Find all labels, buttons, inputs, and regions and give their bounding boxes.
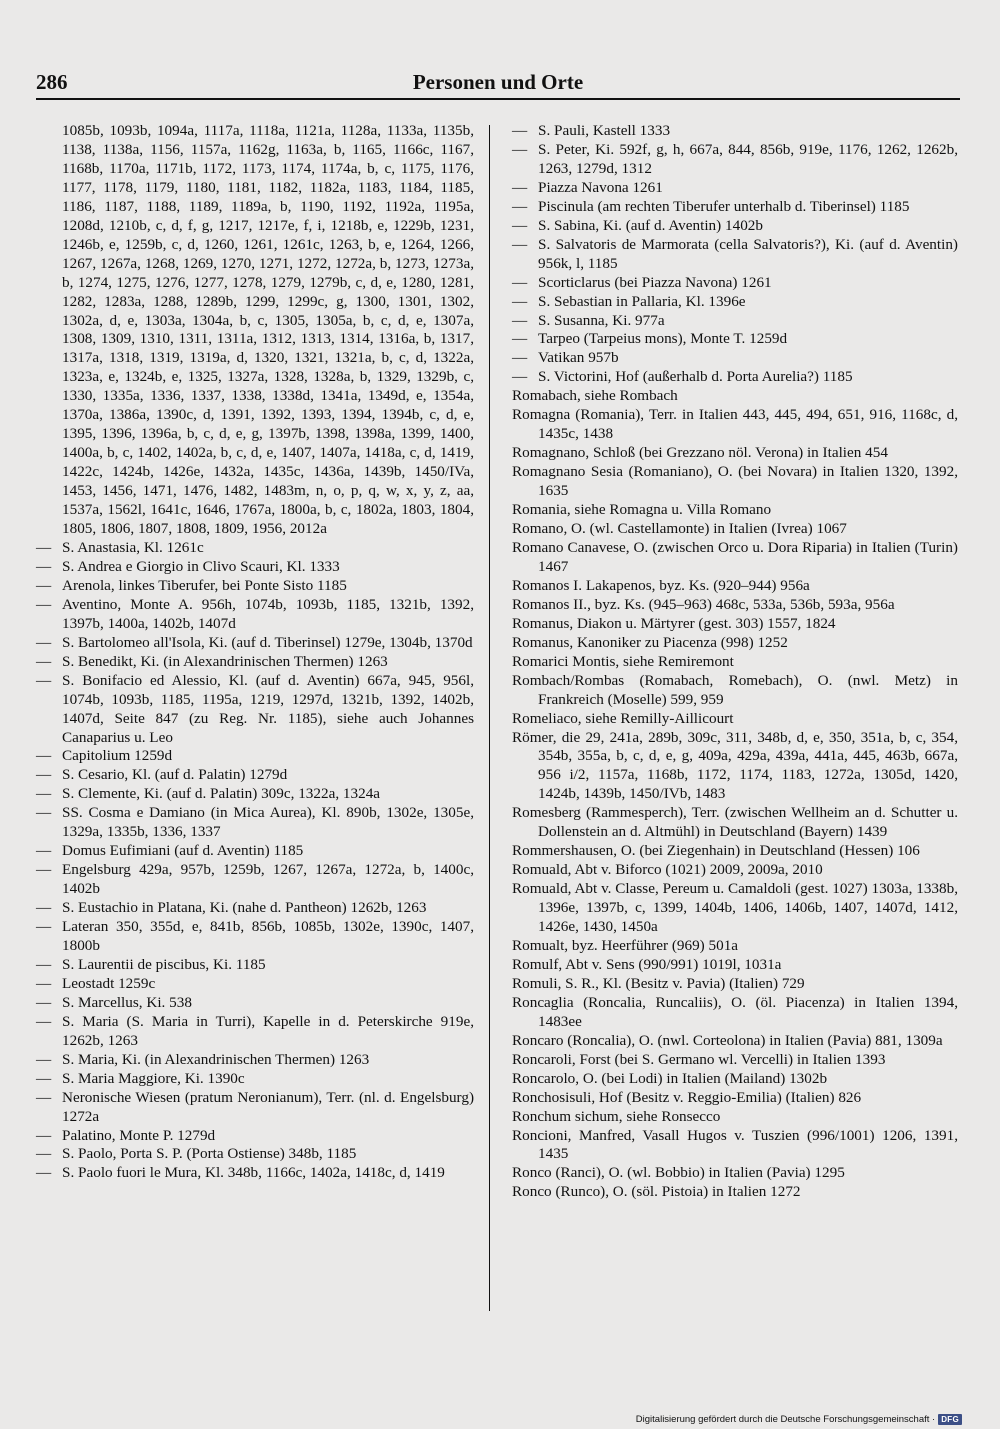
entry-text: Vatikan 957b <box>538 349 619 367</box>
dash-marker: — <box>36 804 52 822</box>
entry-text: S. Cesario, Kl. (auf d. Palatin) 1279d <box>62 766 288 784</box>
dash-marker: — <box>36 595 52 613</box>
dash-marker: — <box>36 1126 52 1144</box>
entry-text: Lateran 350, 355d, e, 841b, 856b, 1085b, 1302e, 1390c, 1407, 1800b <box>62 918 474 954</box>
entry-text: Romano, O. (wl. Castellamonte) in Italien (Ivrea) 1067 <box>512 520 847 538</box>
entry-text: Romania, siehe Romagna u. Villa Romano <box>512 501 772 519</box>
entry-text: Roncioni, Manfred, Vasall Hugos v. Tuszien (996/1001) 1206, 1391, 1435 <box>512 1126 958 1163</box>
entry-text: S. Susanna, Ki. 977a <box>538 311 665 329</box>
page-number: 286 <box>36 70 68 94</box>
index-entry <box>512 653 958 672</box>
entry-text: Roncaroli, Forst (bei S. Germano wl. Vercelli) in Italien 1393 <box>512 1050 886 1068</box>
page-title: Personen und Orte <box>412 70 584 94</box>
dash-marker: — <box>36 747 52 765</box>
entry-text: Roncarolo, O. (bei Lodi) in Italien (Mailand) 1302b <box>512 1069 828 1087</box>
entry-text: S. Maria Maggiore, Ki. 1390c <box>62 1069 245 1087</box>
dash-marker: — <box>512 197 528 215</box>
index-entry <box>512 1032 958 1051</box>
entry-text: S. Paolo fuori le Mura, Kl. 348b, 1166c, 1402a, 1418c, d, 1419 <box>62 1164 445 1182</box>
entry-text: Aventino, Monte A. 956h, 1074b, 1093b, 1185, 1321b, 1392, 1397b, 1400a, 1402b, 1407d <box>62 595 474 632</box>
entry-text: Ronchum sichum, siehe Ronsecco <box>512 1107 721 1125</box>
index-subentry <box>512 236 958 274</box>
dash-marker: — <box>512 122 528 139</box>
index-entry <box>512 615 958 634</box>
index-entry <box>512 975 958 994</box>
index-subentry <box>36 994 474 1013</box>
entry-text: Rombach/Rombas (Romabach, Romebach), O. (nwl. Metz) in Frankreich (Moselle) 599, 959 <box>512 671 958 708</box>
index-subentry <box>36 1051 474 1070</box>
index-subentry <box>512 122 958 141</box>
entry-text: Romanos II., byz. Ks. (945–963) 468c, 533a, 536b, 593a, 956a <box>512 595 895 613</box>
dash-marker: — <box>36 633 52 651</box>
index-subentry <box>36 956 474 975</box>
index-subentry <box>36 596 474 634</box>
index-subentry <box>512 198 958 217</box>
entry-text: Romualt, byz. Heerführer (969) 501a <box>512 936 739 954</box>
entry-text: Ronco (Runco), O. (söl. Pistoia) in Italien 1272 <box>512 1183 801 1201</box>
index-subentry <box>512 179 958 198</box>
index-entry <box>512 634 958 653</box>
index-subentry <box>512 141 958 179</box>
index-subentry <box>512 293 958 312</box>
dash-marker: — <box>512 349 528 367</box>
entry-text: Romuald, Abt v. Classe, Pereum u. Camaldoli (gest. 1027) 1303a, 1338b, 1396e, 1397b, c, 1399, 1404b, 1406, 1406b, 1407, 1407d, 1412, 1426e, 1430, 1450a <box>512 880 958 936</box>
index-entry <box>512 1089 958 1108</box>
entry-text: Capitolium 1259d <box>62 747 173 765</box>
left-column <box>36 122 474 1183</box>
entry-text: S. Anastasia, Kl. 1261c <box>62 538 204 556</box>
index-subentry <box>36 634 474 653</box>
index-subentry <box>36 577 474 596</box>
entry-text: Romanos I. Lakapenos, byz. Ks. (920–944) 956a <box>512 576 810 594</box>
index-entry <box>512 956 958 975</box>
dash-marker: — <box>512 216 528 234</box>
entry-text: S. Eustachio in Platana, Ki. (nahe d. Pantheon) 1262b, 1263 <box>62 899 427 917</box>
entry-text: Romanus, Kanoniker zu Piacenza (998) 1252 <box>512 633 788 651</box>
dash-marker: — <box>36 1069 52 1087</box>
index-subentry <box>36 804 474 842</box>
entry-text: Piscinula (am rechten Tiberufer unterhalb d. Tiberinsel) 1185 <box>538 197 910 215</box>
entry-text: S. Pauli, Kastell 1333 <box>538 122 671 139</box>
entry-text: S. Peter, Ki. 592f, g, h, 667a, 844, 856b, 919e, 1176, 1262, 1262b, 1263, 1279d, 1312 <box>538 140 958 177</box>
entry-text: Scorticlarus (bei Piazza Navona) 1261 <box>538 273 772 291</box>
index-subentry <box>512 368 958 387</box>
index-subentry <box>36 785 474 804</box>
entry-text: Domus Eufimiani (auf d. Aventin) 1185 <box>62 842 304 860</box>
index-subentry <box>36 1070 474 1089</box>
index-subentry <box>36 672 474 748</box>
entry-text: Romagnano, Schloß (bei Grezzano nöl. Verona) in Italien 454 <box>512 444 888 462</box>
index-subentry <box>36 918 474 956</box>
index-entry <box>512 994 958 1032</box>
entry-text: S. Bartolomeo all'Isola, Ki. (auf d. Tiberinsel) 1279e, 1304b, 1370d <box>62 633 473 651</box>
index-entry <box>512 1108 958 1127</box>
dash-marker: — <box>36 766 52 784</box>
dash-marker: — <box>36 993 52 1011</box>
index-entry <box>512 520 958 539</box>
entry-text: Romeliaco, siehe Remilly-Aillicourt <box>512 709 734 727</box>
dash-marker: — <box>36 955 52 973</box>
entry-text: S. Maria (S. Maria in Turri), Kapelle in d. Peterskirche 919e, 1262b, 1263 <box>62 1012 474 1049</box>
index-subentry <box>36 558 474 577</box>
index-subentry <box>36 1145 474 1164</box>
index-subentry <box>36 539 474 558</box>
index-entry <box>512 387 958 406</box>
index-subentry <box>512 274 958 293</box>
dash-marker: — <box>36 1164 52 1182</box>
index-entry <box>512 861 958 880</box>
index-entry <box>512 1127 958 1165</box>
index-entry <box>512 1164 958 1183</box>
entry-text: S. Salvatoris de Marmorata (cella Salvatoris?), Ki. (auf d. Aventin) 956k, l, 1185 <box>538 235 958 272</box>
entry-text: S. Clemente, Ki. (auf d. Palatin) 309c, 1322a, 1324a <box>62 785 381 803</box>
dash-marker: — <box>36 1145 52 1163</box>
entry-text: S. Laurentii de piscibus, Ki. 1185 <box>62 955 266 973</box>
dash-marker: — <box>36 974 52 992</box>
dash-marker: — <box>512 311 528 329</box>
page-header <box>36 68 960 100</box>
index-subentry <box>512 312 958 331</box>
index-entry <box>512 842 958 861</box>
index-entry <box>512 1051 958 1070</box>
index-entry <box>512 710 958 729</box>
index-subentry <box>512 349 958 368</box>
index-subentry <box>36 1164 474 1183</box>
entry-text: Roncaglia (Roncalia, Runcaliis), O. (öl. Piacenza) in Italien 1394, 1483ee <box>512 993 958 1030</box>
dash-marker: — <box>512 330 528 348</box>
dash-marker: — <box>36 842 52 860</box>
index-entry <box>512 406 958 444</box>
entry-text: Neronische Wiesen (pratum Neronianum), Terr. (nl. d. Engelsburg) 1272a <box>62 1088 474 1125</box>
dash-marker: — <box>36 576 52 594</box>
entry-text: Romagnano Sesia (Romaniano), O. (bei Novara) in Italien 1320, 1392, 1635 <box>512 463 958 500</box>
entry-text: Tarpeo (Tarpeius mons), Monte T. 1259d <box>538 330 788 348</box>
entry-text: Romulf, Abt v. Sens (990/991) 1019l, 1031a <box>512 955 782 973</box>
index-entry <box>512 804 958 842</box>
dash-marker: — <box>36 538 52 556</box>
entry-text: S. Paolo, Porta S. P. (Porta Ostiense) 348b, 1185 <box>62 1145 357 1163</box>
dash-marker: — <box>36 671 52 689</box>
index-subentry <box>36 1127 474 1146</box>
entry-text: S. Maria, Ki. (in Alexandrinischen Thermen) 1263 <box>62 1050 370 1068</box>
index-subentry <box>36 1013 474 1051</box>
index-subentry <box>512 217 958 236</box>
entry-text: Arenola, linkes Tiberufer, bei Ponte Sisto 1185 <box>62 576 347 594</box>
index-subentry <box>36 747 474 766</box>
dash-marker: — <box>512 273 528 291</box>
dash-marker: — <box>36 918 52 936</box>
entry-text: Roncaro (Roncalia), O. (nwl. Corteolona) in Italien (Pavia) 881, 1309a <box>512 1031 943 1049</box>
entry-text: Ronco (Ranci), O. (wl. Bobbio) in Italien (Pavia) 1295 <box>512 1164 845 1182</box>
index-entry <box>512 937 958 956</box>
entry-text: Rommershausen, O. (bei Ziegenhain) in Deutschland (Hessen) 106 <box>512 842 920 860</box>
dash-marker: — <box>512 368 528 386</box>
dash-marker: — <box>36 1012 52 1030</box>
column-divider <box>489 125 490 1311</box>
index-subentry <box>36 1089 474 1127</box>
entry-text: Romabach, siehe Rombach <box>512 387 678 405</box>
entry-text: S. Andrea e Giorgio in Clivo Scauri, Kl. 1333 <box>62 557 340 575</box>
index-subentry <box>36 842 474 861</box>
entry-text: Romanus, Diakon u. Märtyrer (gest. 303) 1557, 1824 <box>512 614 836 632</box>
entry-text: S. Sabina, Ki. (auf d. Aventin) 1402b <box>538 216 763 234</box>
index-entry <box>512 596 958 615</box>
index-entry <box>512 729 958 805</box>
index-subentry <box>36 653 474 672</box>
index-subentry <box>36 899 474 918</box>
index-entry <box>512 463 958 501</box>
entry-text: Romuli, S. R., Kl. (Besitz v. Pavia) (Italien) 729 <box>512 974 805 992</box>
entry-text: S. Marcellus, Ki. 538 <box>62 993 192 1011</box>
entry-text: S. Benedikt, Ki. (in Alexandrinischen Thermen) 1263 <box>62 652 388 670</box>
entry-text: Engelsburg 429a, 957b, 1259b, 1267, 1267a, 1272a, b, 1400c, 1402b <box>62 861 474 898</box>
entry-text: 1085b, 1093b, 1094a, 1117a, 1118a, 1121a, 1128a, 1133a, 1135b, 1138, 1138a, 1156, 1157a, 1162g, 1163a, b, 1165, 1166c, 1167, 1168b, 1170a, 1171b, 1172, 1173, 1174, 1174a, b, c, 1175, 1176, 1177, 1178, 1179, 1180, 1181, 1182, 1182a, 1183, 1184, 1185, 1186, 1187, 1188, 1189, 1189a, b, 1190, 1192, 1192a, 1195a, 1208d, 1210b, c, d, f, g, 1217, 1217e, f, i, 1218b, e, 1229b, 1231, 1246b, e, 1259b, c, d, 1260, 1261, 1261c, 1263, b, e, 1264, 1266, 1267, 1267a, 1268, 1269, 1270, 1271, 1272, 1272a, b, 1273, 1273a, b, 1274, 1275, 1276, 1277, 1278, 1279, 1279b, c, d, e, 1280, 1281, 1282, 1283a, 1288, 1289b, 1299, 1299c, g, 1300, 1301, 1302, 1302a, d, e, 1303a, 1304a, b, c, 1305, 1305a, b, c, d, e, 1307a, 1308, 1309, 1310, 1311, 1311a, 1312, 1313, 1314, 1316a, b, 1317, 1317a, 1318, 1319, 1319a, d, 1320, 1321, 1321a, b, c, d, 1322a, 1323a, e, 1324b, e, 1325, 1327a, 1328, 1328a, b, 1329, 1329b, c, 1330, 1335a, 1336, 1337, 1338, 1338d, 1341a, 1349d, e, 1354a, 1370a, 1386a, 1390c, d, 1391, 1392, 1393, 1394, 1394b, c, d, e, 1395, 1396, 1396a, b, c, d, e, g, 1397b, 1398, 1398a, 1399, 1400, 1400a, b, c, 1402, 1402a, b, c, d, e, 1407, 1407a, 1418a, c, d, 1419, 1422c, 1424b, 1426e, 1432a, 1435c, 1436a, 1439b, 1450/IVa, 1453, 1456, 1471, 1476, 1482, 1483m, n, o, p, q, w, x, y, z, aa, 1537a, 1562l, 1641c, 1646, 1767a, 1800a, b, c, 1802a, 1803, 1804, 1805, 1806, 1807, 1808, 1809, 1956, 2012a <box>62 122 474 538</box>
dash-marker: — <box>512 292 528 310</box>
entry-text: Romesberg (Rammesperch), Terr. (zwischen Wellheim an d. Schutter u. Dollenstein an d. Altmühl) in Deutschland (Bayern) 1439 <box>512 804 958 841</box>
entry-text: Römer, die 29, 241a, 289b, 309c, 311, 348b, d, e, 350, 351a, b, c, 354, 354b, 355a, b, c, d, e, g, 409a, 429a, 439a, 441a, 445, 463b, 667a, 956 i/2, 1157a, 1168b, 1172, 1174, 1183, 1272a, 1305d, 1420, 1424b, 1439b, 1450/IVb, 1483 <box>512 728 958 803</box>
dash-marker: — <box>36 1088 52 1106</box>
entry-text: Romagna (Romania), Terr. in Italien 443, 445, 494, 651, 916, 1168c, d, 1435c, 1438 <box>512 406 958 443</box>
index-subentry <box>512 330 958 349</box>
entry-text: Leostadt 1259c <box>62 974 156 992</box>
entry-text: Romano Canavese, O. (zwischen Orco u. Dora Riparia) in Italien (Turin) 1467 <box>512 538 958 575</box>
index-subentry <box>36 766 474 785</box>
index-entry <box>512 539 958 577</box>
index-entry <box>512 444 958 463</box>
right-column <box>512 122 958 1202</box>
entry-text: Piazza Navona 1261 <box>538 178 663 196</box>
entry-text: Romuald, Abt v. Biforco (1021) 2009, 2009a, 2010 <box>512 861 823 879</box>
dash-marker: — <box>512 140 528 158</box>
footer <box>636 1414 962 1425</box>
index-continuation <box>36 122 474 539</box>
dash-marker: — <box>36 861 52 879</box>
footer-credit: Digitalisierung gefördert durch die Deutsche Forschungsgemeinschaft · <box>635 1414 936 1425</box>
entry-text: SS. Cosma e Damiano (in Mica Aurea), Kl. 890b, 1302e, 1305e, 1329a, 1335b, 1336, 1337 <box>62 804 474 841</box>
index-entry <box>512 1070 958 1089</box>
dash-marker: — <box>36 557 52 575</box>
entry-text: Ronchosisuli, Hof (Besitz v. Reggio-Emilia) (Italien) 826 <box>512 1088 862 1106</box>
dash-marker: — <box>36 1050 52 1068</box>
dfg-logo-icon: DFG <box>938 1414 962 1425</box>
entry-text: S. Sebastian in Pallaria, Kl. 1396e <box>538 292 746 310</box>
index-entry <box>512 880 958 937</box>
index-entry <box>512 1183 958 1202</box>
index-subentry <box>36 861 474 899</box>
index-entry <box>512 672 958 710</box>
index-entry <box>512 501 958 520</box>
dash-marker: — <box>512 178 528 196</box>
dash-marker: — <box>36 785 52 803</box>
entry-text: S. Victorini, Hof (außerhalb d. Porta Aurelia?) 1185 <box>538 368 853 386</box>
index-subentry <box>36 975 474 994</box>
index-entry <box>512 577 958 596</box>
entry-text: Palatino, Monte P. 1279d <box>62 1126 216 1144</box>
entry-text: Romarici Montis, siehe Remiremont <box>512 652 734 670</box>
dash-marker: — <box>36 652 52 670</box>
dash-marker: — <box>512 235 528 253</box>
dash-marker: — <box>36 899 52 917</box>
entry-text: S. Bonifacio ed Alessio, Kl. (auf d. Aventin) 667a, 945, 956l, 1074b, 1093b, 1185, 1195a, 1219, 1297d, 1321b, 1392, 1402b, 1407d, Seite 847 (zu Reg. Nr. 1185), siehe auch Johannes Canaparius u. Leo <box>62 671 474 746</box>
